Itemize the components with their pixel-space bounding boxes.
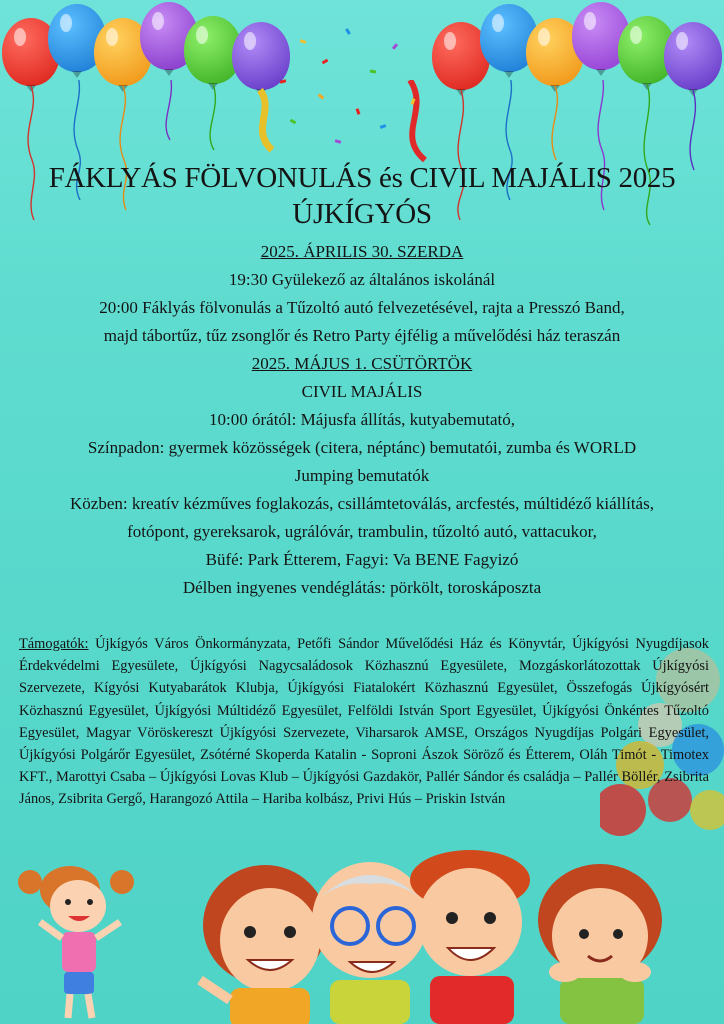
supporters-label: Támogatók: (19, 636, 89, 652)
day2-line-7: Délben ingyenes vendéglátás: pörkölt, toroskáposzta (182, 578, 542, 597)
day2-line-6: Büfé: Park Étterem, Fagyi: Va BENE Fagyizó (205, 550, 519, 569)
day2-line-1: 10:00 órától: Májusfa állítás, kutyabemutató, (209, 410, 515, 429)
day1-line-2: 20:00 Fáklyás fölvonulás a Tűzoltó autó felvezetésével, rajta a Presszó Band, (99, 298, 625, 317)
cartoon-kids-illustration (0, 840, 724, 1024)
program-section (0, 238, 724, 602)
title-line-1: FÁKLYÁS FÖLVONULÁS és CIVIL MAJÁLIS 2025 (48, 162, 676, 194)
poster-title (0, 160, 724, 232)
supporters-block (19, 633, 709, 811)
supporters-text: Újkígyós Város Önkormányzata, Petőfi Sándor Művelődési Ház és Könyvtár, Újkígyósi Nyugdíjasok Érdekvédelmi Egyesülete, Újkígyósi Nagycsaládosok Közhasznú Egyesülete, Mozgáskorlátozottak Újkígyósi Szervezete, Kígyósi Kutyabarátok Klubja, Újkígyósi Fiatalokért Közhasznú Egyesület, Összefogás Újkígyósért Közhasznú Egyesület, Újkígyósi Múltidéző Egyesület, Felföldi István Sport Egyesület, Újkígyósi Önkéntes Tűzoltó Egyesület, Magyar Vöröskereszt Újkígyósi Szervezete, Viharsarok AMSE, Országos Nyugdíjas Polgári Egyesület, Újkígyósi Polgárőr Egyesület, Zsótérné Skoperda Katalin - Soproni Ászok Söröző és Étterem, Oláh Timót - Timotex KFT., Marottyi Csaba – Újkígyósi Lovas Klub – Újkígyósi Gazdakör, Pallér Sándor és családja – Pallér Böllér, Zsibrita János, Zsibrita Gergő, Harangozó Attila – Hariba kolbász, Privi Hús – Priskin István (19, 636, 709, 808)
day2-heading: CIVIL MAJÁLIS (301, 382, 423, 401)
day1-date: 2025. ÁPRILIS 30. SZERDA (260, 242, 464, 261)
title-line-2: ÚJKÍGYÓS (292, 198, 432, 230)
day2-line-4: Közben: kreatív kézműves foglakozás, csillámtetoválás, arcfestés, múltidéző kiállítás, (70, 494, 654, 513)
day1-line-1: 19:30 Gyülekező az általános iskolánál (228, 270, 496, 289)
day2-line-5: fotópont, gyereksarok, ugrálóvár, trambulin, tűzoltó autó, vattacukor, (127, 522, 597, 541)
day2-line-3: Jumping bemutatók (294, 466, 430, 485)
day2-line-2: Színpadon: gyermek közösségek (citera, néptánc) bemutatói, zumba és WORLD (87, 438, 637, 457)
day1-line-3: majd tábortűz, tűz zsonglőr és Retro Party éjfélig a művelődési ház teraszán (103, 326, 621, 345)
day2-date: 2025. MÁJUS 1. CSÜTÖRTÖK (251, 354, 473, 373)
